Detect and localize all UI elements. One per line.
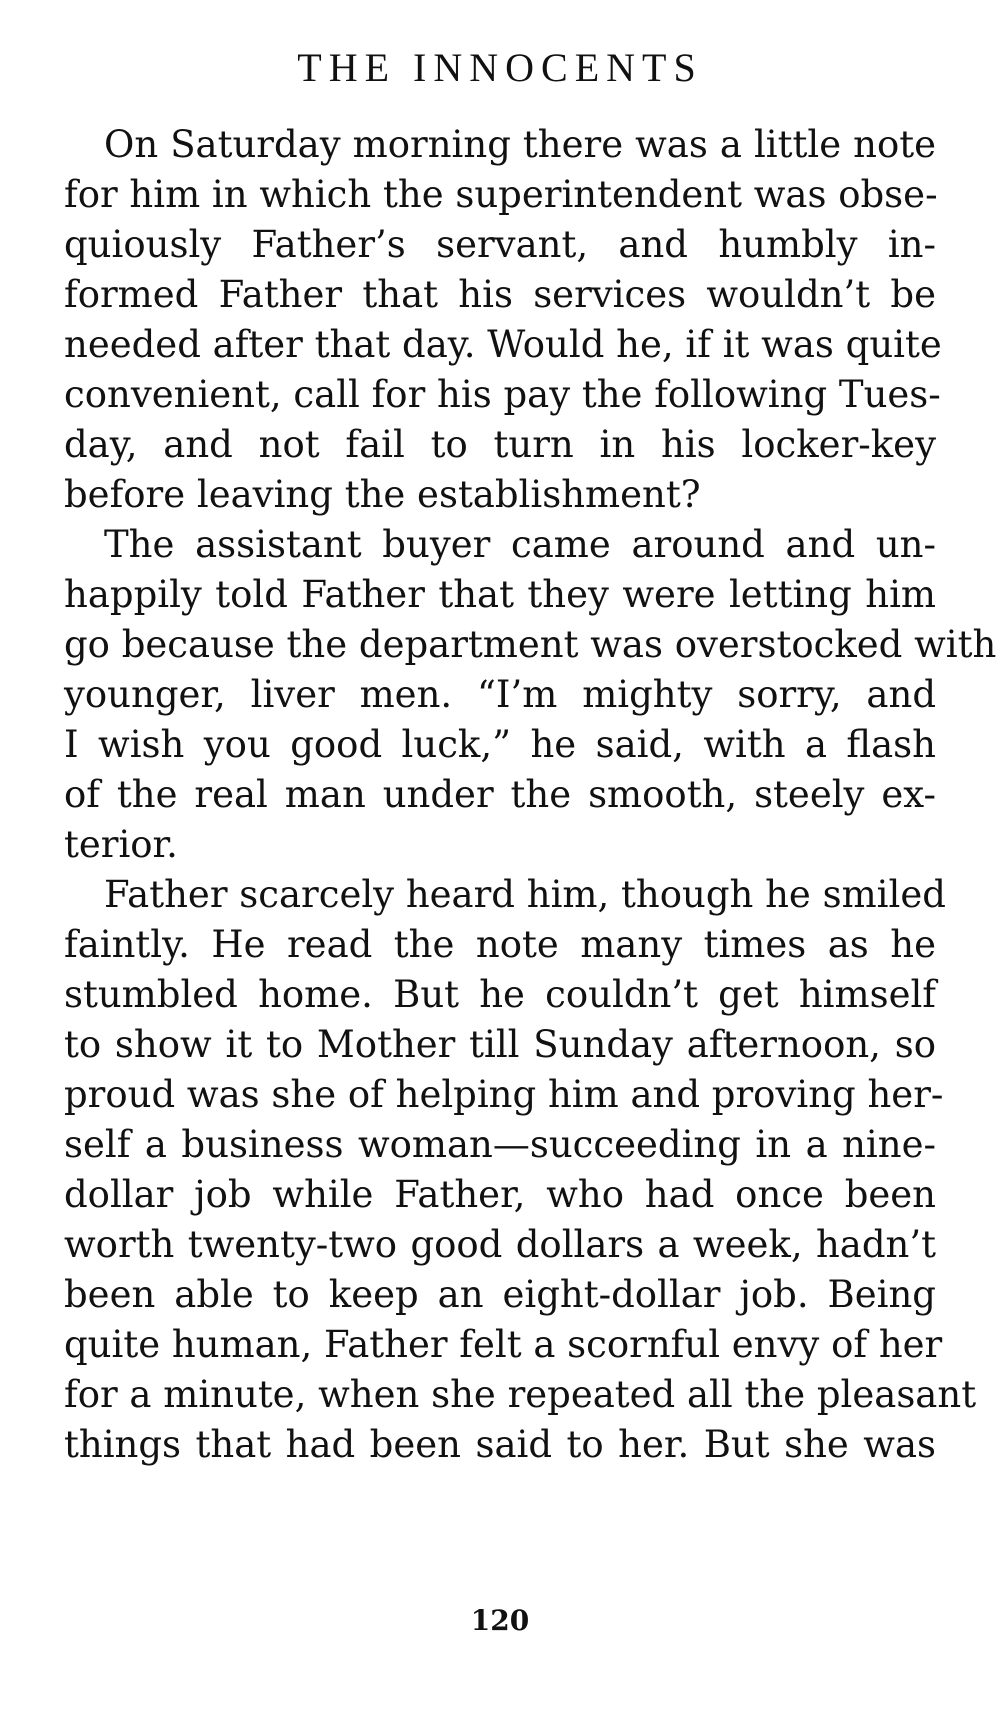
running-head: THE INNOCENTS	[297, 45, 703, 90]
text-line: day, and not fail to turn in his locker-key	[64, 423, 936, 466]
text-line: things that had been said to her. But she was	[64, 1423, 936, 1466]
text-line: to show it to Mother till Sunday afternoon, so	[64, 1023, 936, 1066]
text-line: been able to keep an eight-dollar job. Being	[64, 1273, 936, 1316]
text-line: terior.	[64, 823, 178, 866]
text-line: before leaving the establishment?	[64, 473, 701, 516]
text-line: needed after that day. Would he, if it was quite	[64, 323, 942, 366]
paragraph-2	[64, 520, 997, 870]
text-line: faintly. He read the note many times as he	[64, 923, 936, 966]
text-line: self a business woman—succeeding in a nine-	[64, 1123, 936, 1166]
page-number: 120	[470, 1604, 530, 1637]
text-line: proud was she of helping him and proving her-	[64, 1073, 944, 1116]
text-line: happily told Father that they were letting him	[64, 573, 936, 616]
text-line: younger, liver men. “I’m mighty sorry, and	[64, 673, 936, 716]
paragraph-1	[64, 120, 942, 520]
text-line: worth twenty-two good dollars a week, hadn’t	[64, 1223, 936, 1266]
text-line: I wish you good luck,” he said, with a flash	[64, 723, 936, 766]
text-line: quite human, Father felt a scornful envy of her	[64, 1323, 943, 1366]
text-line: stumbled home. But he couldn’t get himself	[64, 973, 936, 1016]
text-line: for him in which the superintendent was obse-	[64, 173, 938, 216]
paragraph-3	[64, 870, 977, 1470]
text-line: convenient, call for his pay the following Tues-	[64, 373, 941, 416]
text-line: formed Father that his services wouldn’t be	[64, 273, 936, 316]
body-text	[64, 120, 997, 1470]
text-line: Father scarcely heard him, though he smiled	[104, 873, 946, 916]
text-line: for a minute, when she repeated all the pleasant	[64, 1373, 977, 1416]
text-line: dollar job while Father, who had once been	[64, 1173, 936, 1216]
text-line: of the real man under the smooth, steely ex-	[64, 773, 936, 816]
text-line: go because the department was overstocked with	[64, 623, 997, 666]
text-line: The assistant buyer came around and un-	[104, 523, 936, 566]
text-line: quiously Father’s servant, and humbly in-	[64, 223, 936, 266]
text-line: On Saturday morning there was a little note	[104, 123, 936, 166]
